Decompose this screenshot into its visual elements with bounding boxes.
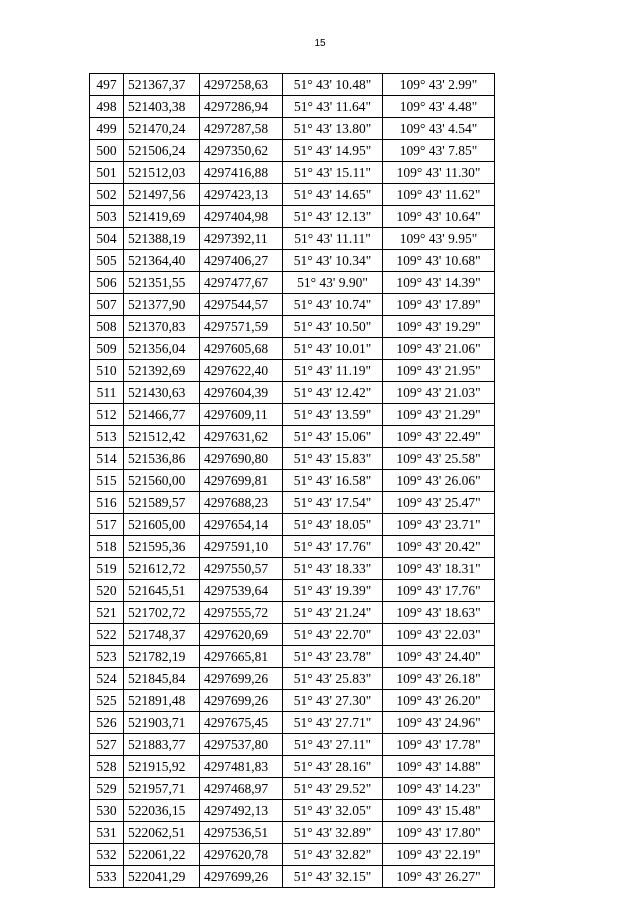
x-coordinate-cell: 521392,69 [124, 360, 200, 382]
table-row [90, 734, 495, 756]
latitude-cell: 51° 43' 10.74" [283, 294, 383, 316]
x-coordinate-cell: 521605,00 [124, 514, 200, 536]
y-coordinate-cell: 4297699,26 [200, 668, 283, 690]
x-coordinate-cell: 521782,19 [124, 646, 200, 668]
latitude-cell: 51° 43' 14.95" [283, 140, 383, 162]
point-number-cell: 522 [90, 624, 124, 646]
table-row [90, 426, 495, 448]
x-coordinate-cell: 521356,04 [124, 338, 200, 360]
y-coordinate-cell: 4297620,78 [200, 844, 283, 866]
longitude-cell: 109° 43' 20.42" [383, 536, 495, 558]
longitude-cell: 109° 43' 22.19" [383, 844, 495, 866]
longitude-cell: 109° 43' 17.80" [383, 822, 495, 844]
table-row [90, 712, 495, 734]
x-coordinate-cell: 521957,71 [124, 778, 200, 800]
longitude-cell: 109° 43' 17.76" [383, 580, 495, 602]
x-coordinate-cell: 521612,72 [124, 558, 200, 580]
longitude-cell: 109° 43' 14.23" [383, 778, 495, 800]
y-coordinate-cell: 4297477,67 [200, 272, 283, 294]
longitude-cell: 109° 43' 25.58" [383, 448, 495, 470]
x-coordinate-cell: 521512,03 [124, 162, 200, 184]
table-row [90, 206, 495, 228]
x-coordinate-cell: 521595,36 [124, 536, 200, 558]
longitude-cell: 109° 43' 18.31" [383, 558, 495, 580]
y-coordinate-cell: 4297550,57 [200, 558, 283, 580]
y-coordinate-cell: 4297688,23 [200, 492, 283, 514]
y-coordinate-cell: 4297423,13 [200, 184, 283, 206]
point-number-cell: 510 [90, 360, 124, 382]
latitude-cell: 51° 43' 15.83" [283, 448, 383, 470]
x-coordinate-cell: 522041,29 [124, 866, 200, 888]
table-row [90, 140, 495, 162]
point-number-cell: 521 [90, 602, 124, 624]
table-row [90, 756, 495, 778]
point-number-cell: 531 [90, 822, 124, 844]
x-coordinate-cell: 521470,24 [124, 118, 200, 140]
point-number-cell: 503 [90, 206, 124, 228]
x-coordinate-cell: 522036,15 [124, 800, 200, 822]
table-row [90, 624, 495, 646]
x-coordinate-cell: 521883,77 [124, 734, 200, 756]
longitude-cell: 109° 43' 14.39" [383, 272, 495, 294]
latitude-cell: 51° 43' 14.65" [283, 184, 383, 206]
table-row [90, 360, 495, 382]
point-number-cell: 518 [90, 536, 124, 558]
y-coordinate-cell: 4297620,69 [200, 624, 283, 646]
longitude-cell: 109° 43' 21.29" [383, 404, 495, 426]
x-coordinate-cell: 521645,51 [124, 580, 200, 602]
y-coordinate-cell: 4297544,57 [200, 294, 283, 316]
table-row [90, 74, 495, 96]
y-coordinate-cell: 4297665,81 [200, 646, 283, 668]
page-number: 15 [314, 38, 326, 49]
point-number-cell: 512 [90, 404, 124, 426]
y-coordinate-cell: 4297392,11 [200, 228, 283, 250]
longitude-cell: 109° 43' 4.48" [383, 96, 495, 118]
latitude-cell: 51° 43' 9.90" [283, 272, 383, 294]
table-row [90, 558, 495, 580]
table-row [90, 294, 495, 316]
latitude-cell: 51° 43' 12.13" [283, 206, 383, 228]
y-coordinate-cell: 4297555,72 [200, 602, 283, 624]
longitude-cell: 109° 43' 11.30" [383, 162, 495, 184]
table-row [90, 646, 495, 668]
y-coordinate-cell: 4297258,63 [200, 74, 283, 96]
y-coordinate-cell: 4297539,64 [200, 580, 283, 602]
y-coordinate-cell: 4297675,45 [200, 712, 283, 734]
latitude-cell: 51° 43' 17.76" [283, 536, 383, 558]
y-coordinate-cell: 4297481,83 [200, 756, 283, 778]
point-number-cell: 502 [90, 184, 124, 206]
point-number-cell: 515 [90, 470, 124, 492]
longitude-cell: 109° 43' 22.03" [383, 624, 495, 646]
latitude-cell: 51° 43' 32.05" [283, 800, 383, 822]
point-number-cell: 520 [90, 580, 124, 602]
y-coordinate-cell: 4297404,98 [200, 206, 283, 228]
latitude-cell: 51° 43' 11.11" [283, 228, 383, 250]
y-coordinate-cell: 4297286,94 [200, 96, 283, 118]
y-coordinate-cell: 4297536,51 [200, 822, 283, 844]
latitude-cell: 51° 43' 32.15" [283, 866, 383, 888]
latitude-cell: 51° 43' 12.42" [283, 382, 383, 404]
x-coordinate-cell: 521351,55 [124, 272, 200, 294]
y-coordinate-cell: 4297622,40 [200, 360, 283, 382]
y-coordinate-cell: 4297654,14 [200, 514, 283, 536]
point-number-cell: 500 [90, 140, 124, 162]
x-coordinate-cell: 521748,37 [124, 624, 200, 646]
table-row [90, 822, 495, 844]
longitude-cell: 109° 43' 26.27" [383, 866, 495, 888]
point-number-cell: 511 [90, 382, 124, 404]
point-number-cell: 513 [90, 426, 124, 448]
longitude-cell: 109° 43' 4.54" [383, 118, 495, 140]
point-number-cell: 526 [90, 712, 124, 734]
x-coordinate-cell: 521702,72 [124, 602, 200, 624]
point-number-cell: 524 [90, 668, 124, 690]
y-coordinate-cell: 4297350,62 [200, 140, 283, 162]
x-coordinate-cell: 521367,37 [124, 74, 200, 96]
longitude-cell: 109° 43' 18.63" [383, 602, 495, 624]
y-coordinate-cell: 4297690,80 [200, 448, 283, 470]
table-row [90, 514, 495, 536]
table-row [90, 778, 495, 800]
table-row [90, 800, 495, 822]
latitude-cell: 51° 43' 19.39" [283, 580, 383, 602]
y-coordinate-cell: 4297609,11 [200, 404, 283, 426]
longitude-cell: 109° 43' 22.49" [383, 426, 495, 448]
table-row [90, 316, 495, 338]
table-row [90, 844, 495, 866]
x-coordinate-cell: 521506,24 [124, 140, 200, 162]
y-coordinate-cell: 4297537,80 [200, 734, 283, 756]
x-coordinate-cell: 521560,00 [124, 470, 200, 492]
x-coordinate-cell: 521512,42 [124, 426, 200, 448]
latitude-cell: 51° 43' 10.34" [283, 250, 383, 272]
table-row [90, 228, 495, 250]
x-coordinate-cell: 522061,22 [124, 844, 200, 866]
x-coordinate-cell: 521903,71 [124, 712, 200, 734]
x-coordinate-cell: 521370,83 [124, 316, 200, 338]
latitude-cell: 51° 43' 17.54" [283, 492, 383, 514]
latitude-cell: 51° 43' 23.78" [283, 646, 383, 668]
table-row [90, 470, 495, 492]
point-number-cell: 509 [90, 338, 124, 360]
longitude-cell: 109° 43' 26.18" [383, 668, 495, 690]
y-coordinate-cell: 4297699,26 [200, 690, 283, 712]
table-row [90, 866, 495, 888]
longitude-cell: 109° 43' 23.71" [383, 514, 495, 536]
latitude-cell: 51° 43' 10.01" [283, 338, 383, 360]
latitude-cell: 51° 43' 11.19" [283, 360, 383, 382]
longitude-cell: 109° 43' 17.78" [383, 734, 495, 756]
point-number-cell: 529 [90, 778, 124, 800]
longitude-cell: 109° 43' 7.85" [383, 140, 495, 162]
x-coordinate-cell: 521364,40 [124, 250, 200, 272]
point-number-cell: 498 [90, 96, 124, 118]
point-number-cell: 532 [90, 844, 124, 866]
table-row [90, 492, 495, 514]
latitude-cell: 51° 43' 29.52" [283, 778, 383, 800]
y-coordinate-cell: 4297416,88 [200, 162, 283, 184]
latitude-cell: 51° 43' 18.33" [283, 558, 383, 580]
table-row [90, 118, 495, 140]
longitude-cell: 109° 43' 26.20" [383, 690, 495, 712]
longitude-cell: 109° 43' 19.29" [383, 316, 495, 338]
latitude-cell: 51° 43' 10.50" [283, 316, 383, 338]
y-coordinate-cell: 4297406,27 [200, 250, 283, 272]
x-coordinate-cell: 521536,86 [124, 448, 200, 470]
x-coordinate-cell: 521430,63 [124, 382, 200, 404]
y-coordinate-cell: 4297631,62 [200, 426, 283, 448]
table-row [90, 250, 495, 272]
y-coordinate-cell: 4297605,68 [200, 338, 283, 360]
longitude-cell: 109° 43' 9.95" [383, 228, 495, 250]
longitude-cell: 109° 43' 14.88" [383, 756, 495, 778]
point-number-cell: 525 [90, 690, 124, 712]
x-coordinate-cell: 521377,90 [124, 294, 200, 316]
x-coordinate-cell: 521845,84 [124, 668, 200, 690]
table-row [90, 602, 495, 624]
latitude-cell: 51° 43' 18.05" [283, 514, 383, 536]
table-row [90, 536, 495, 558]
point-number-cell: 523 [90, 646, 124, 668]
longitude-cell: 109° 43' 21.95" [383, 360, 495, 382]
latitude-cell: 51° 43' 27.11" [283, 734, 383, 756]
longitude-cell: 109° 43' 24.96" [383, 712, 495, 734]
point-number-cell: 533 [90, 866, 124, 888]
longitude-cell: 109° 43' 24.40" [383, 646, 495, 668]
table-row [90, 162, 495, 184]
latitude-cell: 51° 43' 11.64" [283, 96, 383, 118]
latitude-cell: 51° 43' 16.58" [283, 470, 383, 492]
point-number-cell: 528 [90, 756, 124, 778]
y-coordinate-cell: 4297571,59 [200, 316, 283, 338]
x-coordinate-cell: 521589,57 [124, 492, 200, 514]
latitude-cell: 51° 43' 13.59" [283, 404, 383, 426]
point-number-cell: 508 [90, 316, 124, 338]
point-number-cell: 505 [90, 250, 124, 272]
latitude-cell: 51° 43' 25.83" [283, 668, 383, 690]
latitude-cell: 51° 43' 27.71" [283, 712, 383, 734]
y-coordinate-cell: 4297287,58 [200, 118, 283, 140]
coordinates-table [89, 73, 495, 888]
table-row [90, 448, 495, 470]
x-coordinate-cell: 521403,38 [124, 96, 200, 118]
table-row [90, 338, 495, 360]
point-number-cell: 516 [90, 492, 124, 514]
table-row [90, 184, 495, 206]
x-coordinate-cell: 521891,48 [124, 690, 200, 712]
longitude-cell: 109° 43' 21.03" [383, 382, 495, 404]
longitude-cell: 109° 43' 21.06" [383, 338, 495, 360]
y-coordinate-cell: 4297699,26 [200, 866, 283, 888]
x-coordinate-cell: 521915,92 [124, 756, 200, 778]
point-number-cell: 530 [90, 800, 124, 822]
y-coordinate-cell: 4297591,10 [200, 536, 283, 558]
latitude-cell: 51° 43' 22.70" [283, 624, 383, 646]
point-number-cell: 517 [90, 514, 124, 536]
x-coordinate-cell: 522062,51 [124, 822, 200, 844]
longitude-cell: 109° 43' 11.62" [383, 184, 495, 206]
longitude-cell: 109° 43' 2.99" [383, 74, 495, 96]
x-coordinate-cell: 521388,19 [124, 228, 200, 250]
latitude-cell: 51° 43' 21.24" [283, 602, 383, 624]
x-coordinate-cell: 521497,56 [124, 184, 200, 206]
latitude-cell: 51° 43' 32.82" [283, 844, 383, 866]
point-number-cell: 519 [90, 558, 124, 580]
longitude-cell: 109° 43' 25.47" [383, 492, 495, 514]
point-number-cell: 507 [90, 294, 124, 316]
point-number-cell: 506 [90, 272, 124, 294]
latitude-cell: 51° 43' 28.16" [283, 756, 383, 778]
x-coordinate-cell: 521466,77 [124, 404, 200, 426]
table-row [90, 690, 495, 712]
y-coordinate-cell: 4297699,81 [200, 470, 283, 492]
latitude-cell: 51° 43' 10.48" [283, 74, 383, 96]
y-coordinate-cell: 4297468,97 [200, 778, 283, 800]
latitude-cell: 51° 43' 15.06" [283, 426, 383, 448]
point-number-cell: 497 [90, 74, 124, 96]
y-coordinate-cell: 4297604,39 [200, 382, 283, 404]
latitude-cell: 51° 43' 27.30" [283, 690, 383, 712]
point-number-cell: 514 [90, 448, 124, 470]
latitude-cell: 51° 43' 32.89" [283, 822, 383, 844]
latitude-cell: 51° 43' 13.80" [283, 118, 383, 140]
table-row [90, 668, 495, 690]
point-number-cell: 527 [90, 734, 124, 756]
table-row [90, 382, 495, 404]
x-coordinate-cell: 521419,69 [124, 206, 200, 228]
longitude-cell: 109° 43' 26.06" [383, 470, 495, 492]
longitude-cell: 109° 43' 15.48" [383, 800, 495, 822]
point-number-cell: 504 [90, 228, 124, 250]
coordinates-table-body [90, 74, 495, 888]
latitude-cell: 51° 43' 15.11" [283, 162, 383, 184]
longitude-cell: 109° 43' 10.68" [383, 250, 495, 272]
table-row [90, 96, 495, 118]
point-number-cell: 501 [90, 162, 124, 184]
y-coordinate-cell: 4297492,13 [200, 800, 283, 822]
longitude-cell: 109° 43' 17.89" [383, 294, 495, 316]
table-row [90, 272, 495, 294]
table-row [90, 580, 495, 602]
table-row [90, 404, 495, 426]
point-number-cell: 499 [90, 118, 124, 140]
longitude-cell: 109° 43' 10.64" [383, 206, 495, 228]
